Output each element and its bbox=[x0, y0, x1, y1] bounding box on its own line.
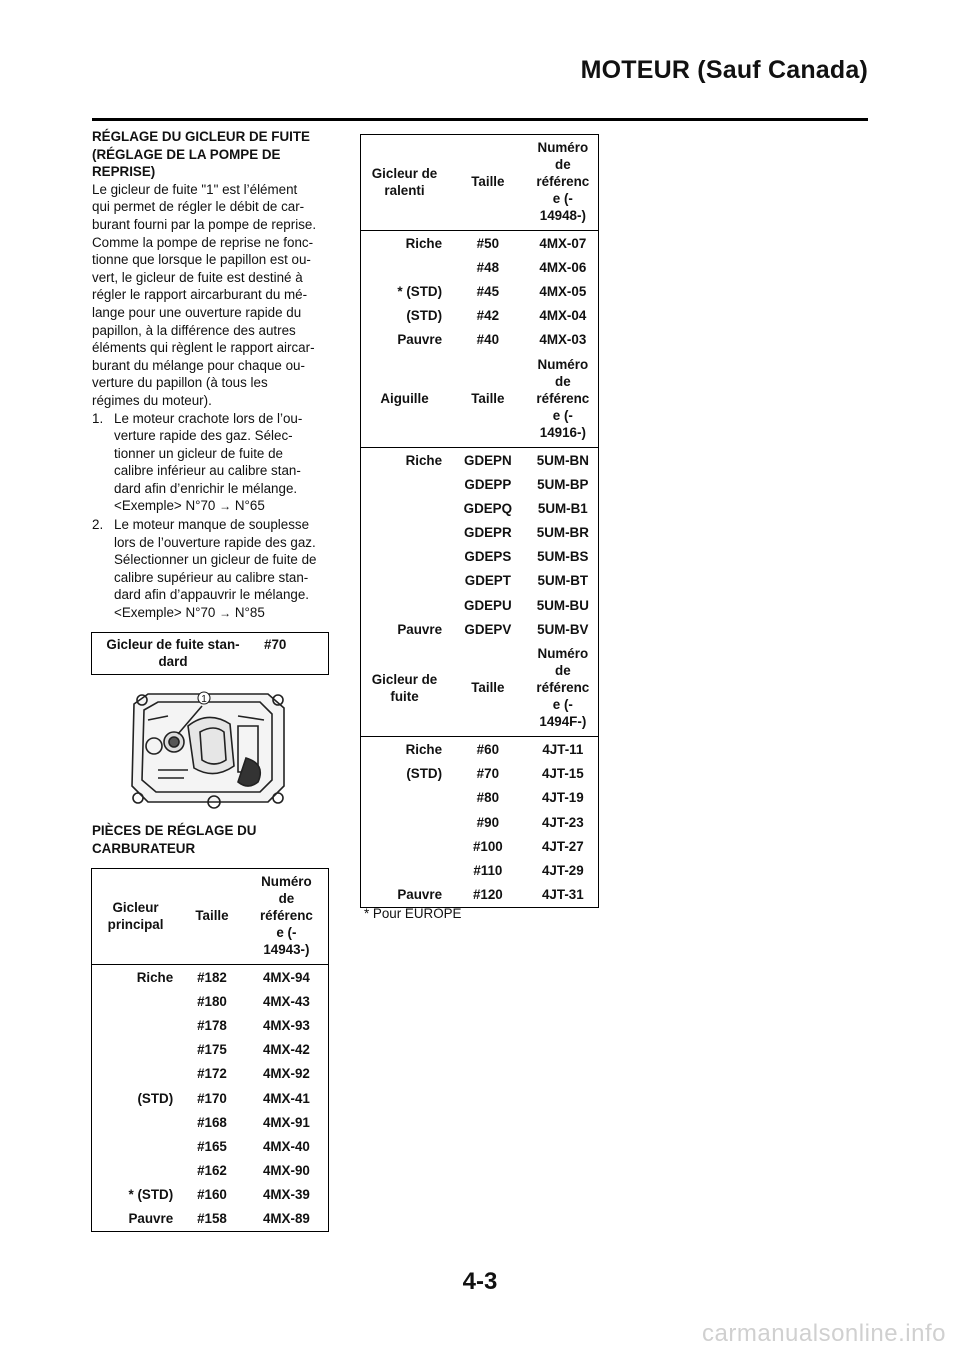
side-cell bbox=[361, 593, 449, 617]
table-row bbox=[92, 1086, 329, 1110]
text-line: calibre supérieur au calibre stan- bbox=[114, 569, 309, 585]
side-cell bbox=[361, 810, 449, 834]
side-cell bbox=[361, 496, 449, 520]
header-rule bbox=[92, 118, 868, 121]
text-line: Sélectionner un gicleur de fuite de bbox=[114, 552, 317, 568]
side-cell: * (STD) bbox=[397, 283, 443, 299]
text-line: tionner un gicleur de fuite de bbox=[114, 445, 283, 461]
side-cell: (STD) bbox=[137, 1090, 174, 1106]
table-row bbox=[361, 255, 599, 279]
part-cell: 5UM-BT bbox=[537, 573, 589, 589]
table-row bbox=[92, 989, 329, 1013]
size-cell: GDEPP bbox=[464, 476, 512, 492]
step-item bbox=[92, 410, 332, 517]
heading-line: RÉGLAGE DU GICLEUR DE FUITE bbox=[92, 129, 310, 144]
part-cell: 5UM-BP bbox=[537, 476, 589, 492]
side-cell bbox=[361, 255, 449, 279]
example-line bbox=[114, 604, 332, 623]
text-line: burant fourni par la pompe de reprise. bbox=[92, 216, 317, 232]
table-row bbox=[92, 1013, 329, 1037]
example-from: <Exemple> N°70 bbox=[114, 498, 216, 514]
table-row bbox=[361, 569, 599, 593]
step-item bbox=[92, 516, 332, 623]
size-cell: #160 bbox=[197, 1187, 227, 1203]
side-cell: Pauvre bbox=[128, 1211, 174, 1227]
side-cell: (STD) bbox=[406, 308, 443, 324]
table-row bbox=[361, 496, 599, 520]
size-cell: #50 bbox=[476, 235, 500, 251]
example-line bbox=[114, 497, 332, 516]
column-header: Numéro de référenc e (- 14948-) bbox=[528, 135, 599, 231]
side-cell: Riche bbox=[405, 235, 443, 251]
table-row bbox=[92, 1134, 329, 1158]
table-row bbox=[361, 231, 599, 256]
part-cell: 4MX-06 bbox=[539, 259, 587, 275]
text-line: éléments qui règlent le rapport aircar- bbox=[92, 340, 315, 356]
table-row bbox=[361, 737, 599, 762]
text-line: dard afin d’enrichir le mélange. bbox=[114, 480, 298, 496]
size-cell: #182 bbox=[197, 969, 227, 985]
size-cell: #48 bbox=[476, 259, 500, 275]
side-cell bbox=[92, 1134, 180, 1158]
spec-label bbox=[92, 636, 254, 670]
text-line: verture du papillon (à tous les bbox=[92, 375, 268, 391]
table-row bbox=[92, 1207, 329, 1232]
part-cell: 4JT-19 bbox=[541, 790, 584, 806]
column-header: Gicleur principal bbox=[92, 869, 180, 965]
side-cell bbox=[92, 1062, 180, 1086]
side-cell bbox=[92, 1013, 180, 1037]
size-cell: GDEPQ bbox=[463, 500, 513, 516]
part-cell: 5UM-BS bbox=[537, 549, 589, 565]
side-cell bbox=[361, 834, 449, 858]
part-cell: 4MX-43 bbox=[262, 993, 310, 1009]
text-line: burant du mélange pour chaque ou- bbox=[92, 357, 305, 373]
arrow-right-icon: → bbox=[219, 499, 232, 514]
heading-line: REPRISE) bbox=[92, 164, 156, 180]
example-to: N°65 bbox=[234, 498, 265, 514]
steps-list bbox=[92, 410, 332, 623]
size-cell: #80 bbox=[476, 790, 500, 806]
table-row bbox=[361, 593, 599, 617]
table-header-row bbox=[361, 641, 599, 737]
side-cell bbox=[92, 1038, 180, 1062]
table-row bbox=[361, 834, 599, 858]
heading-line: (RÉGLAGE DE LA POMPE DE bbox=[92, 146, 281, 162]
text-line: lors de l’ouverture rapide des gaz. bbox=[114, 534, 316, 550]
size-cell: #172 bbox=[197, 1066, 227, 1082]
part-cell: 4MX-04 bbox=[539, 308, 587, 324]
size-cell: #100 bbox=[472, 838, 503, 854]
table-row bbox=[361, 858, 599, 882]
carburetor-leak-jet-illustration bbox=[118, 686, 296, 810]
part-cell: 5UM-B1 bbox=[537, 500, 588, 516]
size-cell: #40 bbox=[476, 332, 500, 348]
size-cell: GDEPV bbox=[464, 621, 512, 637]
example-to: N°85 bbox=[234, 605, 265, 621]
spec-label-line: Gicleur de fuite stan- bbox=[106, 637, 240, 652]
table-header-row bbox=[361, 135, 599, 231]
size-cell: GDEPN bbox=[464, 452, 512, 468]
size-cell: #162 bbox=[197, 1163, 227, 1179]
side-cell bbox=[361, 545, 449, 569]
side-cell: Pauvre bbox=[397, 887, 443, 903]
table-row bbox=[361, 883, 599, 908]
part-cell: 4MX-05 bbox=[539, 283, 587, 299]
side-cell: Riche bbox=[136, 969, 174, 985]
side-cell bbox=[92, 1110, 180, 1134]
size-cell: #42 bbox=[476, 308, 500, 324]
standard-leak-jet-spec bbox=[91, 632, 329, 675]
table-row bbox=[361, 328, 599, 352]
size-cell: #165 bbox=[197, 1138, 227, 1154]
side-cell: Riche bbox=[405, 742, 443, 758]
part-cell: 4JT-15 bbox=[541, 766, 584, 782]
part-cell: 4JT-31 bbox=[541, 887, 584, 903]
size-cell: #175 bbox=[197, 1042, 227, 1058]
pilot-jet-rows bbox=[361, 231, 599, 352]
table-header-row bbox=[361, 352, 599, 448]
column-header: Numéro de référenc e (- 14943-) bbox=[245, 869, 329, 965]
text-line: régimes du moteur). bbox=[92, 392, 212, 408]
table-row bbox=[361, 304, 599, 328]
side-cell bbox=[361, 786, 449, 810]
callout-number: 1 bbox=[201, 694, 207, 705]
part-cell: 4MX-94 bbox=[262, 969, 310, 985]
part-cell: 4MX-40 bbox=[262, 1138, 310, 1154]
step-number: 1. bbox=[92, 410, 104, 426]
part-cell: 5UM-BN bbox=[536, 452, 589, 468]
text-line: qui permet de régler le débit de car- bbox=[92, 199, 305, 215]
table-row bbox=[361, 279, 599, 303]
size-cell: GDEPU bbox=[464, 597, 512, 613]
part-cell: 4MX-90 bbox=[262, 1163, 310, 1179]
spec-label-line: dard bbox=[158, 654, 188, 669]
table-row bbox=[92, 1038, 329, 1062]
size-cell: #120 bbox=[472, 887, 503, 903]
column-header: Numéro de référenc e (- 1494F-) bbox=[528, 641, 599, 737]
example-from: <Exemple> N°70 bbox=[114, 605, 216, 621]
table-row bbox=[361, 810, 599, 834]
table-row bbox=[361, 786, 599, 810]
table-row bbox=[361, 617, 599, 641]
part-cell: 4MX-03 bbox=[539, 332, 587, 348]
text-line: Comme la pompe de reprise ne fonc- bbox=[92, 234, 314, 250]
part-cell: 4JT-29 bbox=[541, 862, 584, 878]
page-header-title: MOTEUR (Sauf Canada) bbox=[580, 56, 868, 84]
section-heading bbox=[92, 128, 332, 181]
table-row bbox=[361, 447, 599, 472]
text-line: tionne que lorsque le papillon est ou- bbox=[92, 252, 311, 268]
size-cell: #45 bbox=[476, 283, 500, 299]
text-line: Le gicleur de fuite "1" est l’élément bbox=[92, 181, 298, 197]
part-cell: 4JT-27 bbox=[541, 838, 584, 854]
part-cell: 4MX-89 bbox=[262, 1211, 310, 1227]
size-cell: GDEPS bbox=[464, 549, 512, 565]
size-cell: #180 bbox=[197, 993, 227, 1009]
table-row bbox=[361, 472, 599, 496]
side-cell bbox=[361, 858, 449, 882]
size-cell: #170 bbox=[197, 1090, 227, 1106]
side-cell: Riche bbox=[405, 452, 443, 468]
text-line: vert, le gicleur de fuite est destiné à bbox=[92, 269, 303, 285]
part-cell: 4JT-11 bbox=[542, 742, 584, 758]
column-header: Aiguille bbox=[361, 352, 449, 448]
watermark: carmanualsonline.info bbox=[702, 1320, 946, 1347]
table-row bbox=[92, 965, 329, 990]
size-cell: #60 bbox=[476, 742, 500, 758]
column-header: Taille bbox=[448, 135, 528, 231]
column-header: Numéro de référenc e (- 14916-) bbox=[528, 352, 599, 448]
side-cell: Pauvre bbox=[397, 621, 443, 637]
side-cell: (STD) bbox=[406, 766, 443, 782]
side-cell bbox=[361, 472, 449, 496]
column-header: Taille bbox=[179, 869, 245, 965]
table-row bbox=[92, 1183, 329, 1207]
main-jet-table bbox=[91, 868, 329, 1232]
part-cell: 4MX-93 bbox=[262, 1017, 310, 1033]
size-cell: #178 bbox=[197, 1017, 227, 1033]
side-cell: Pauvre bbox=[397, 332, 443, 348]
heading-line: CARBURATEUR bbox=[92, 840, 196, 856]
part-cell: 4MX-92 bbox=[262, 1066, 310, 1082]
page-number: 4-3 bbox=[462, 1268, 498, 1295]
heading-line: PIÈCES DE RÉGLAGE DU bbox=[92, 823, 257, 838]
part-cell: 5UM-BU bbox=[536, 597, 589, 613]
table-row bbox=[361, 521, 599, 545]
text-line: régler le rapport aircarburant du mé- bbox=[92, 287, 308, 303]
leak-jet-section bbox=[92, 128, 332, 623]
part-cell: 4JT-23 bbox=[541, 814, 584, 830]
table-row bbox=[361, 762, 599, 786]
jets-and-needle-table bbox=[360, 134, 599, 908]
table-header-row bbox=[92, 869, 329, 965]
side-cell: * (STD) bbox=[128, 1187, 174, 1203]
text-line: Le moteur crachote lors de l’ou- bbox=[114, 410, 303, 426]
part-cell: 5UM-BR bbox=[536, 525, 589, 541]
size-cell: #110 bbox=[473, 862, 503, 878]
main-jet-rows bbox=[92, 965, 329, 1232]
table-row bbox=[92, 1062, 329, 1086]
part-cell: 4MX-39 bbox=[262, 1187, 310, 1203]
text-line: papillon, à la différence des autres bbox=[92, 322, 296, 338]
footnote: * Pour EUROPE bbox=[364, 906, 462, 921]
table-row bbox=[92, 1159, 329, 1183]
size-cell: GDEPT bbox=[464, 573, 511, 589]
part-cell: 4MX-41 bbox=[262, 1090, 310, 1106]
leak-jet-rows bbox=[361, 737, 599, 907]
needle-rows bbox=[361, 447, 599, 641]
side-cell bbox=[92, 1159, 180, 1183]
table-row bbox=[361, 545, 599, 569]
side-cell bbox=[92, 989, 180, 1013]
column-header: Taille bbox=[448, 352, 528, 448]
text-line: lange pour une ouverture rapide du bbox=[92, 304, 302, 320]
text-line: calibre inférieur au calibre stan- bbox=[114, 463, 301, 479]
part-cell: 4MX-07 bbox=[539, 235, 587, 251]
part-cell: 4MX-42 bbox=[262, 1042, 310, 1058]
text-line: verture rapide des gaz. Sélec- bbox=[114, 428, 293, 444]
size-cell: GDEPR bbox=[464, 525, 512, 541]
spec-value: #70 bbox=[264, 637, 287, 652]
part-cell: 5UM-BV bbox=[537, 621, 589, 637]
adjustment-parts-heading bbox=[92, 822, 332, 857]
text-line: Le moteur manque de souplesse bbox=[114, 517, 310, 533]
column-header: Taille bbox=[448, 641, 528, 737]
column-header: Gicleur de ralenti bbox=[361, 135, 449, 231]
size-cell: #70 bbox=[476, 766, 500, 782]
arrow-right-icon: → bbox=[219, 606, 232, 621]
size-cell: #90 bbox=[476, 814, 500, 830]
text-line: dard afin d’appauvrir le mélange. bbox=[114, 587, 310, 603]
size-cell: #168 bbox=[197, 1114, 227, 1130]
table-row bbox=[92, 1110, 329, 1134]
intro-paragraph bbox=[92, 181, 332, 410]
size-cell: #158 bbox=[197, 1211, 227, 1227]
step-number: 2. bbox=[92, 517, 104, 533]
side-cell bbox=[361, 569, 449, 593]
side-cell bbox=[361, 521, 449, 545]
column-header: Gicleur de fuite bbox=[361, 641, 449, 737]
part-cell: 4MX-91 bbox=[262, 1114, 310, 1130]
